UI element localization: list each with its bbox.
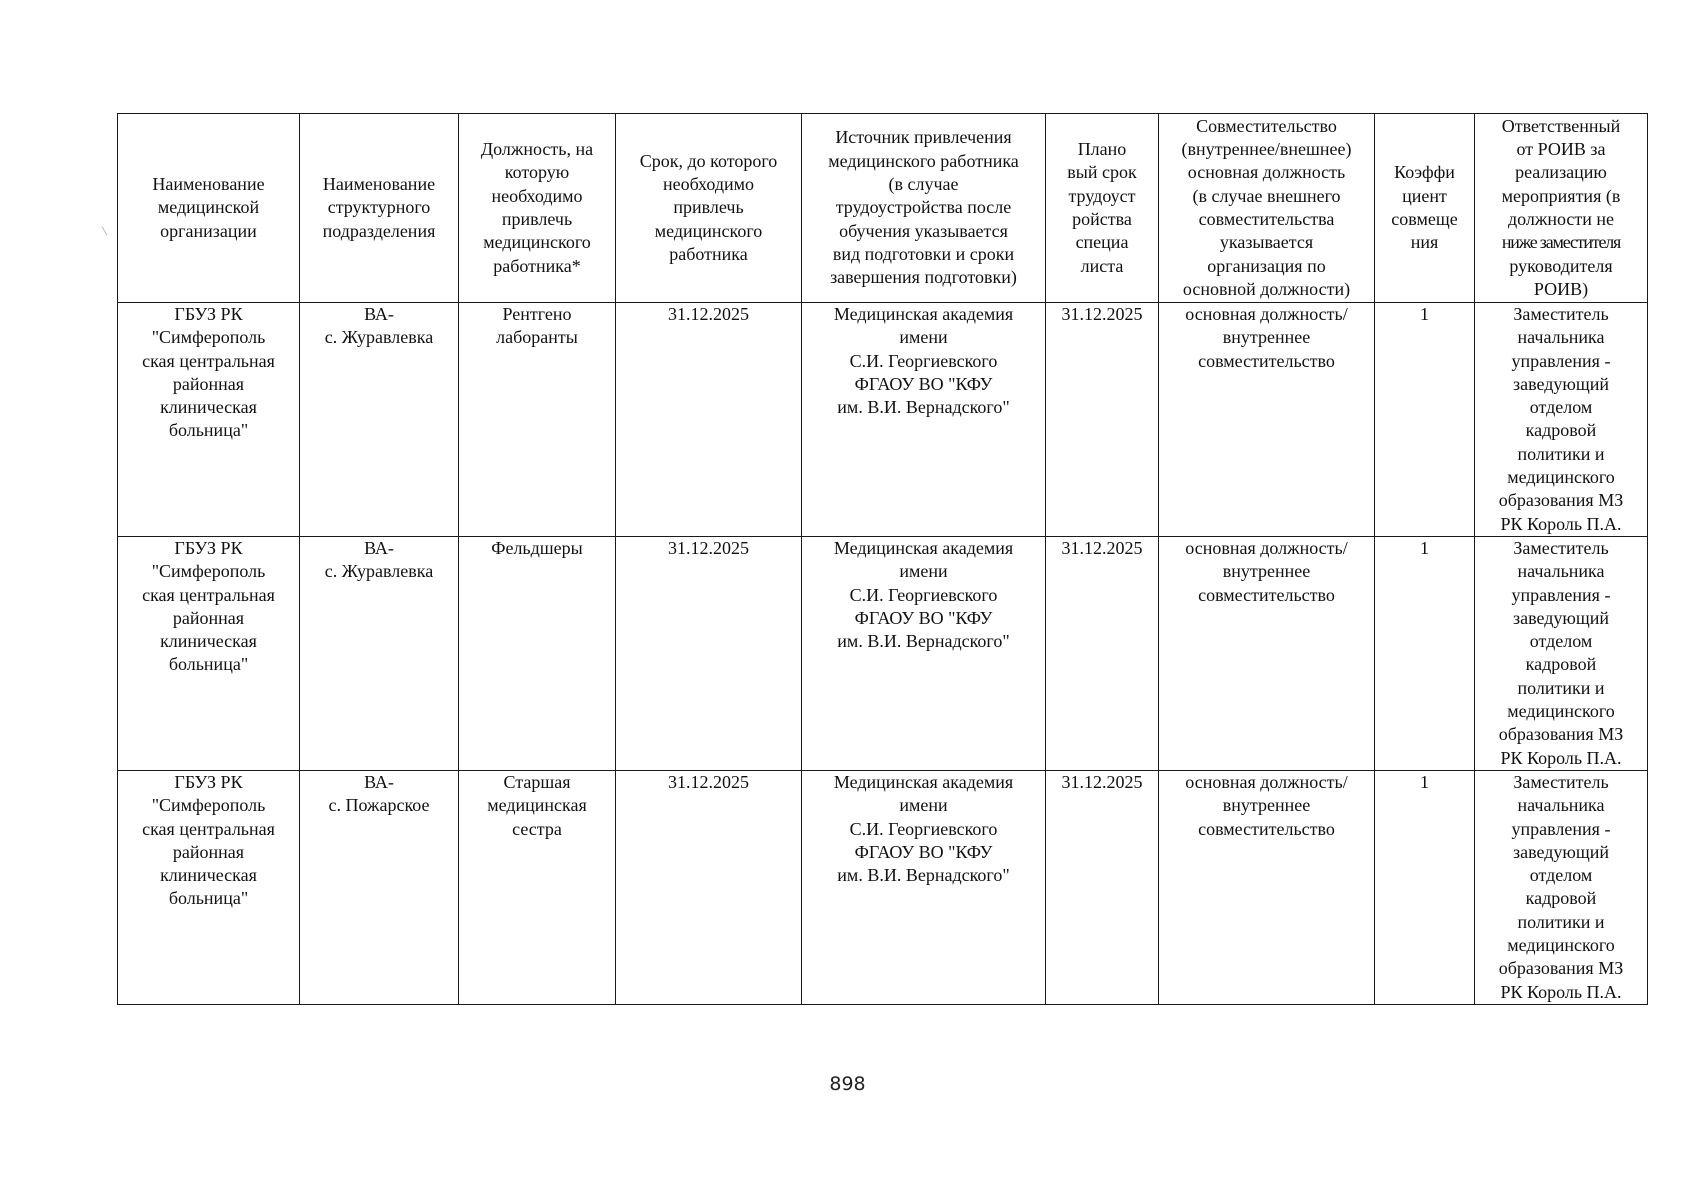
combination-cell (1159, 536, 1375, 770)
cell-text-line: внутреннее (1222, 327, 1311, 348)
cell-text-line: клиническая (160, 631, 257, 652)
table-body (118, 303, 1648, 1005)
cell-text-line: Заместитель (1513, 537, 1609, 558)
header-text-line: Должность, на (480, 139, 594, 160)
cell-text-line: районная (172, 607, 245, 628)
cell-text-line: с. Пожарское (328, 795, 430, 816)
cell-text-line: совместительство (1198, 584, 1335, 605)
cell-text-line: основная должность/ (1185, 304, 1348, 324)
responsible-cell (1475, 303, 1648, 537)
cell-text-line: Заместитель (1513, 771, 1609, 792)
cell-text-line: ская центральная (142, 818, 275, 839)
header-text-line: обучения указывается (839, 220, 1008, 241)
header-text-line: Коэффи (1394, 162, 1455, 183)
cell-text-line: Медицинская академия (833, 304, 1014, 324)
cell-text-line: "Симферополь (151, 327, 266, 348)
organization-cell (118, 770, 300, 1004)
header-text-line: основной должности) (1182, 278, 1351, 299)
cell-text-line: ская центральная (142, 584, 275, 605)
header-text-line: специа (1075, 232, 1129, 253)
cell-text-line: имени (899, 327, 948, 348)
header-text-line: Срок, до которого (639, 150, 778, 171)
cell-text-line: С.И. Георгиевского (849, 818, 998, 839)
cell-text-line: совместительство (1198, 818, 1335, 839)
table-header (118, 114, 1648, 303)
cell-text-line: 31.12.2025 (1061, 304, 1143, 324)
header-text-line: ройства (1072, 209, 1132, 229)
cell-text-line: 1 (1420, 771, 1429, 792)
header-text-line: структурного (327, 197, 431, 218)
header-text-line: РОИВ) (1533, 278, 1589, 299)
planned-date-cell (1046, 303, 1159, 537)
header-text-line: Совместительство (1196, 115, 1337, 136)
cell-text-line: основная должность/ (1185, 771, 1348, 792)
cell-text-line: ВА- (364, 771, 394, 792)
cell-text-line: лаборанты (496, 327, 578, 348)
staffing-plan-table (117, 113, 1648, 1005)
division-cell (300, 536, 459, 770)
position-cell (459, 536, 616, 770)
table-row (118, 536, 1648, 770)
cell-text-line: Старшая (503, 771, 571, 792)
cell-text-line: начальника (1517, 795, 1605, 816)
cell-text-line: клиническая (160, 397, 257, 418)
cell-text-line: отделом (1529, 865, 1593, 886)
header-text-line: (в случае (888, 174, 959, 195)
cell-text-line: управления - (1511, 350, 1611, 371)
deadline-cell (616, 303, 802, 537)
cell-text-line: управления - (1511, 818, 1611, 839)
header-text-line: Наименование (322, 174, 436, 195)
cell-text-line: кадровой (1525, 654, 1597, 675)
scan-artifact (102, 226, 108, 235)
cell-text-line: медицинского (1507, 467, 1615, 488)
cell-text-line: медицинского (1507, 935, 1615, 956)
header-text-line: Наименование (152, 174, 265, 195)
table-row (118, 303, 1648, 537)
cell-text-line: РК Король П.А. (1500, 981, 1622, 1002)
cell-text-line: ФГАОУ ВО "КФУ (854, 607, 993, 628)
cell-text-line: Медицинская академия (833, 771, 1014, 792)
planned-date-cell (1046, 536, 1159, 770)
header-text-line: вид подготовки и сроки (832, 243, 1015, 264)
cell-text-line: РК Король П.А. (1500, 513, 1622, 534)
cell-text-line: 31.12.2025 (1061, 771, 1143, 792)
cell-text-line: заведующий (1513, 841, 1609, 862)
position-cell (459, 303, 616, 537)
header-row (118, 114, 1648, 303)
cell-text-line: С.И. Георгиевского (849, 350, 998, 371)
header-text-line: организация по (1207, 255, 1326, 276)
header-text-line: медицинского (483, 232, 591, 253)
page-number: 898 (829, 1073, 866, 1095)
cell-text-line: Фельдшеры (491, 537, 583, 558)
cell-text-line: кадровой (1525, 420, 1597, 441)
cell-text-line: медицинского (1507, 701, 1615, 722)
header-text-line: медицинской (157, 197, 260, 218)
header-text-line: медицинского работника (828, 150, 1019, 171)
header-text-line: работника (669, 243, 748, 264)
responsible-cell (1475, 770, 1648, 1004)
cell-text-line: политики и (1517, 677, 1605, 698)
header-text-line: подразделения (322, 220, 436, 241)
cell-text-line: Рентгено (502, 304, 572, 324)
cell-text-line: ГБУЗ РК (174, 537, 243, 558)
header-combination (1159, 114, 1375, 303)
header-text-line: работника* (493, 255, 581, 276)
cell-text-line: сестра (512, 818, 562, 839)
cell-text-line: больница" (168, 888, 249, 909)
cell-text-line: ФГАОУ ВО "КФУ (854, 841, 993, 862)
cell-text-line: медицинская (487, 795, 587, 816)
position-cell (459, 770, 616, 1004)
header-text-line: медицинского (654, 220, 763, 241)
document-sheet (117, 113, 1647, 1005)
header-text-line: Источник привлечения (835, 127, 1012, 148)
cell-text-line: 31.12.2025 (1061, 537, 1143, 558)
header-text-line: привлечь (501, 209, 573, 229)
cell-text-line: внутреннее (1222, 795, 1311, 816)
deadline-cell (616, 770, 802, 1004)
cell-text-line: 31.12.2025 (668, 771, 749, 792)
cell-text-line: образования МЗ (1498, 490, 1624, 511)
cell-text-line: ская центральная (142, 350, 275, 371)
header-text-line: совмеще (1391, 209, 1458, 229)
header-text-line: необходимо (662, 174, 755, 195)
combination-cell (1159, 303, 1375, 537)
cell-text-line: 31.12.2025 (668, 304, 749, 324)
cell-text-line: ФГАОУ ВО "КФУ (854, 373, 993, 394)
header-text-line: ниже заместителя (1501, 232, 1621, 253)
header-text-line: Плано (1077, 139, 1127, 160)
division-cell (300, 303, 459, 537)
cell-text-line: политики и (1517, 911, 1605, 932)
header-text-line: Ответственный (1501, 115, 1621, 136)
cell-text-line: "Симферополь (151, 795, 266, 816)
cell-text-line: отделом (1529, 397, 1593, 418)
source-cell (802, 303, 1046, 537)
organization-cell (118, 303, 300, 537)
cell-text-line: ГБУЗ РК (174, 771, 243, 792)
coefficient-cell (1375, 770, 1475, 1004)
cell-text-line: кадровой (1525, 888, 1597, 909)
cell-text-line: "Симферополь (151, 561, 266, 582)
cell-text-line: 1 (1420, 304, 1429, 324)
header-text-line: трудоуст (1068, 185, 1136, 206)
source-cell (802, 536, 1046, 770)
cell-text-line: им. В.И. Вернадского" (837, 397, 1010, 418)
header-text-line: которую (504, 162, 570, 183)
cell-text-line: клиническая (160, 865, 257, 886)
cell-text-line: ВА- (364, 304, 394, 324)
cell-text-line: основная должность/ (1185, 537, 1348, 558)
header-text-line: от РОИВ за (1516, 139, 1606, 160)
cell-text-line: ВА- (364, 537, 394, 558)
source-cell (802, 770, 1046, 1004)
header-text-line: реализацию (1515, 162, 1607, 183)
header-coefficient (1375, 114, 1475, 303)
cell-text-line: начальника (1517, 561, 1605, 582)
cell-text-line: совместительство (1198, 350, 1335, 371)
header-text-line: организации (160, 220, 257, 241)
cell-text-line: больница" (168, 654, 249, 675)
cell-text-line: 31.12.2025 (668, 537, 749, 558)
cell-text-line: Заместитель (1513, 304, 1609, 324)
header-text-line: циент (1402, 185, 1447, 206)
cell-text-line: больница" (168, 420, 249, 441)
cell-text-line: имени (899, 795, 948, 816)
cell-text-line: Медицинская академия (833, 537, 1014, 558)
cell-text-line: С.И. Георгиевского (849, 584, 998, 605)
cell-text-line: заведующий (1513, 607, 1609, 628)
coefficient-cell (1375, 536, 1475, 770)
cell-text-line: им. В.И. Вернадского" (837, 865, 1010, 886)
header-text-line: завершения подготовки) (830, 267, 1017, 288)
header-responsible (1475, 114, 1648, 303)
cell-text-line: районная (172, 373, 245, 394)
header-text-line: основная должность (1187, 162, 1346, 183)
planned-date-cell (1046, 770, 1159, 1004)
cell-text-line: 1 (1420, 537, 1429, 558)
header-text-line: вый срок (1067, 162, 1137, 183)
cell-text-line: образования МЗ (1498, 724, 1624, 745)
header-text-line: мероприятия (в (1501, 185, 1621, 206)
combination-cell (1159, 770, 1375, 1004)
cell-text-line: с. Журавлевка (324, 561, 434, 582)
header-text-line: (внутреннее/внешнее) (1181, 139, 1352, 160)
cell-text-line: начальника (1517, 327, 1605, 348)
cell-text-line: отделом (1529, 631, 1593, 652)
header-source (802, 114, 1046, 303)
cell-text-line: РК Король П.А. (1500, 747, 1622, 768)
header-text-line: трудоустройства после (835, 197, 1012, 218)
header-text-line: должности не (1507, 209, 1615, 229)
header-text-line: руководителя (1509, 255, 1613, 276)
header-deadline (616, 114, 802, 303)
header-text-line: листа (1080, 255, 1124, 276)
cell-text-line: с. Журавлевка (324, 327, 434, 348)
header-organization (118, 114, 300, 303)
header-text-line: совместительства (1198, 209, 1335, 229)
responsible-cell (1475, 536, 1648, 770)
cell-text-line: ГБУЗ РК (174, 304, 243, 324)
table-row (118, 770, 1648, 1004)
cell-text-line: внутреннее (1222, 561, 1311, 582)
header-planned-date (1046, 114, 1159, 303)
cell-text-line: политики и (1517, 443, 1605, 464)
cell-text-line: районная (172, 841, 245, 862)
header-text-line: привлечь (673, 197, 744, 218)
cell-text-line: им. В.И. Вернадского" (837, 631, 1010, 652)
header-text-line: ния (1410, 232, 1439, 253)
deadline-cell (616, 536, 802, 770)
header-text-line: (в случае внешнего (1192, 185, 1341, 206)
cell-text-line: управления - (1511, 584, 1611, 605)
coefficient-cell (1375, 303, 1475, 537)
cell-text-line: имени (899, 561, 948, 582)
division-cell (300, 770, 459, 1004)
organization-cell (118, 536, 300, 770)
header-text-line: необходимо (491, 185, 583, 206)
cell-text-line: образования МЗ (1498, 958, 1624, 979)
header-text-line: указывается (1219, 232, 1314, 253)
header-position (459, 114, 616, 303)
header-division (300, 114, 459, 303)
cell-text-line: заведующий (1513, 373, 1609, 394)
